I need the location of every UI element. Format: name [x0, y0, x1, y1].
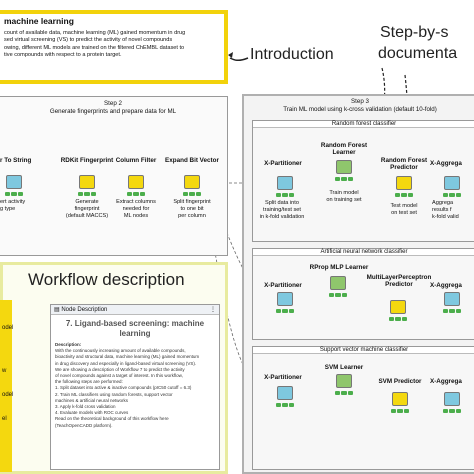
node-status [78, 192, 96, 196]
node-desc-line: (default MACCS) [65, 212, 109, 219]
body-line: 1. Split dataset into active & inactive compounds (pIC50 cutoff = 6.3) [55, 385, 192, 391]
node-desc-line: on test set [391, 209, 417, 216]
body-line: in drug discovery and especially in ligand-based virtual screening (VS). [55, 360, 197, 366]
node-status [127, 192, 145, 196]
node-status [329, 293, 347, 297]
node-description-tab[interactable]: ▤ Node Description ⋮ [51, 305, 219, 315]
node-desc-line: Extract columns [116, 199, 156, 205]
node-description [0, 199, 25, 213]
step2-title-line: Generate fingerprints and prepare data for ML [49, 107, 177, 115]
node-desc-line: to one bit [180, 205, 204, 212]
intro-line: tive compounds with respect to a protein target. [4, 52, 122, 59]
step3-title-line: Train ML model using k-cross validation (default 10-fold) [283, 105, 437, 113]
body-line: bioactivity and structural data, machine learning (ML) gained momentum [55, 354, 200, 360]
mlp-predictor-node[interactable] [390, 300, 406, 314]
node-desc-line: ert activity [0, 199, 26, 205]
node-description [374, 203, 434, 217]
x-partitioner-node[interactable] [277, 386, 293, 400]
node-desc-line: Generate [75, 199, 99, 205]
svm-learner-node[interactable] [336, 374, 352, 388]
x-partitioner-node[interactable] [277, 176, 293, 190]
left-label: odel [2, 325, 14, 331]
node-status [391, 409, 409, 413]
intro-text [4, 30, 226, 60]
node-label: SVM Predictor [378, 378, 422, 385]
node-label [314, 142, 374, 156]
node-description-title [51, 319, 219, 339]
neural-network-title: Artificial neural network classifier [253, 249, 474, 256]
body-line: 4. Evaluate models with ROC curves [55, 410, 129, 416]
random-forest-learner-node[interactable] [336, 160, 352, 174]
node-description-window [50, 304, 220, 470]
node-desc-line: per column [178, 212, 206, 219]
introduction-callout: Introduction [250, 46, 334, 63]
node-desc-line: Train model [329, 190, 359, 196]
node-label-line: Random Forest [320, 142, 368, 149]
x-aggregator-node[interactable] [444, 176, 460, 190]
node-description [108, 199, 164, 219]
body-line: machines & artificial neural networks [55, 397, 129, 403]
node-label [374, 157, 434, 171]
node-status [276, 193, 294, 197]
x-partitioner-node[interactable] [277, 292, 293, 306]
number-to-string-node[interactable] [6, 175, 22, 189]
body-line: Read on the theoretical background of this workflow here [55, 416, 169, 422]
column-filter-node[interactable] [128, 175, 144, 189]
step2-title-line: Step 2 [104, 100, 122, 107]
node-status [276, 403, 294, 407]
body-line: of novel compounds against a target of interest. In this workflow, [55, 373, 183, 379]
node-label: X-Partitioner [264, 374, 302, 381]
introduction-annotation [0, 10, 228, 84]
random-forest-title: Random forest classifier [253, 121, 474, 128]
node-desc-line: on training set [326, 196, 362, 203]
x-aggregator-node[interactable] [444, 392, 460, 406]
node-desc-line: k-fold valid [432, 213, 459, 220]
expand-bit-vector-node[interactable] [184, 175, 200, 189]
node-label: RProp MLP Learner [309, 264, 369, 271]
step3-title-line: Step 3 [351, 98, 369, 105]
left-label: w [2, 368, 7, 374]
svm-predictor-node[interactable] [392, 392, 408, 406]
node-status [443, 193, 461, 197]
step3-title [244, 98, 474, 113]
intro-line: owing, different ML models are trained on the filtered ChEMBL dataset to [4, 44, 185, 51]
node-label: RDKit Fingerprint [60, 157, 114, 164]
node-description [432, 200, 459, 220]
node-label: X-Aggrega [430, 160, 462, 167]
x-aggregator-node[interactable] [444, 292, 460, 306]
node-status [335, 177, 353, 181]
node-desc-line: Split fingerprint [173, 199, 211, 205]
node-desc-line: g type [0, 205, 16, 212]
node-label-line: Predictor [385, 281, 413, 288]
node-status [5, 192, 23, 196]
node-label: r To String [0, 157, 32, 164]
body-line: 2. Train ML classifiers using random forests, support vector [55, 391, 173, 397]
node-label: X-Aggrega [430, 378, 462, 385]
node-description [252, 200, 312, 220]
intro-title: machine learning [4, 16, 74, 26]
node-description-heading: Description: [55, 342, 82, 347]
node-description [314, 190, 374, 204]
body-line: We are showing a description of Workflow 7 to predict the activity [55, 366, 185, 372]
node-label-line: MultiLayerPerceptron [366, 274, 432, 281]
rdkit-fingerprint-node[interactable] [79, 175, 95, 189]
body-line: (TeachOpenCADD platform). [55, 422, 113, 428]
left-label: odel [2, 392, 14, 398]
node-label-line: Predictor [390, 164, 418, 171]
node-desc-line: fingerprint [74, 205, 100, 212]
node-label: Expand Bit Vector [165, 157, 219, 164]
node-desc-line: ML nodes [123, 212, 149, 219]
node-status [395, 193, 413, 197]
node-desc-line: results f [432, 206, 452, 213]
node-label: X-Aggrega [430, 282, 462, 289]
node-description-body [51, 339, 219, 432]
intro-line: count of available data, machine learning (ML) gained momentum in drug [4, 30, 186, 36]
node-label [362, 274, 436, 288]
svm-title: Support vector machine classifier [253, 347, 474, 354]
random-forest-predictor-node[interactable] [396, 176, 412, 190]
node-status [389, 317, 407, 321]
node-desc-line: training/test set [263, 206, 301, 213]
step-by-step-callout: Step-by-s [380, 24, 449, 41]
workflow-description-callout: Workflow description [28, 270, 185, 289]
node-label: X-Partitioner [264, 160, 302, 167]
node-description-tab-label: Node Description [61, 307, 108, 313]
step2-title [0, 100, 227, 115]
body-line: With the continuously increasing amount of available compounds, [55, 348, 186, 354]
intro-line: sed virtual screening (VS) to predict the activity of novel compounds [4, 37, 173, 44]
node-desc-line: in k-fold validation [259, 213, 305, 220]
node-desc-line: Aggrega [432, 200, 454, 206]
node-desc-line: Split data into [265, 200, 299, 206]
node-description [158, 199, 226, 219]
node-description-title-line: learning [119, 329, 151, 338]
node-desc-line: needed for [122, 205, 150, 212]
node-label: X-Partitioner [264, 282, 302, 289]
node-label: SVM Learner [324, 364, 364, 371]
node-label: Column Filter [115, 157, 157, 164]
node-label-line: Learner [332, 149, 356, 156]
node-label-line: Random Forest [380, 157, 428, 164]
body-line: 3. Apply k-fold cross validation [55, 404, 116, 410]
body-line: the following steps are performed: [55, 379, 123, 385]
node-description-title-line: 7. Ligand-based screening: machine [65, 319, 205, 328]
rprop-mlp-learner-node[interactable] [330, 276, 346, 290]
node-status [443, 409, 461, 413]
node-status [443, 309, 461, 313]
left-label: el [2, 416, 7, 422]
node-status [183, 192, 201, 196]
node-desc-line: Test model [390, 203, 418, 209]
node-status [335, 391, 353, 395]
documentation-callout: documenta [378, 45, 458, 62]
node-status [276, 309, 294, 313]
